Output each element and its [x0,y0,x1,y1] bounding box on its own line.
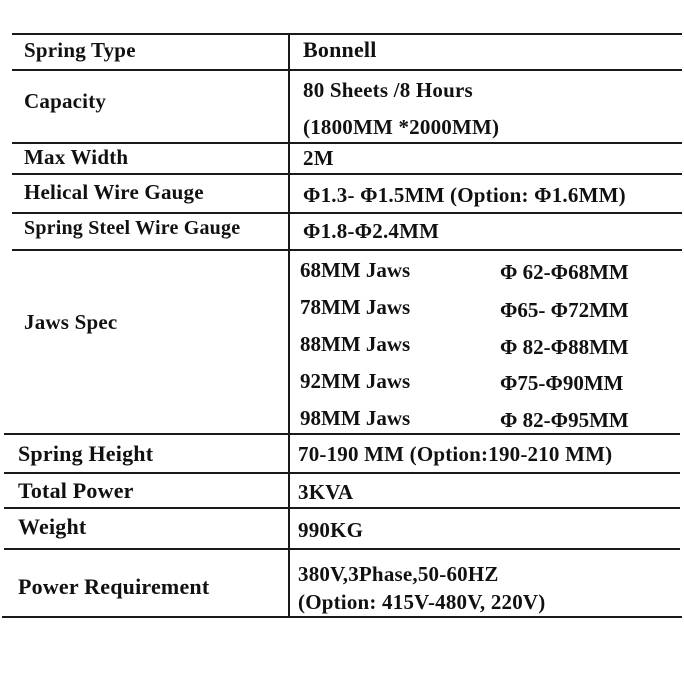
row-divider [4,548,680,550]
max-width-label: Max Width [24,145,129,169]
jaw-size: 88MM Jaws [300,332,411,356]
spring-height-label: Spring Height [18,441,154,466]
table-bottom-border [2,616,682,618]
jaw-range: Φ 82-Φ88MM [500,335,629,359]
column-divider [288,33,290,618]
jaw-size: 92MM Jaws [300,369,411,393]
jaws-spec-label: Jaws Spec [24,310,118,334]
table-top-border [12,33,682,35]
spring-height-value: 70-190 MM (Option:190-210 MM) [298,442,613,466]
jaw-range: Φ 82-Φ95MM [500,408,629,432]
total-power-label: Total Power [18,478,134,503]
row-divider [4,472,680,474]
jaw-range: Φ75-Φ90MM [500,371,624,395]
helical-wire-gauge-value: Φ1.3- Φ1.5MM (Option: Φ1.6MM) [303,183,626,207]
row-divider [4,433,680,435]
spring-steel-wire-gauge-value: Φ1.8-Φ2.4MM [303,219,440,243]
capacity-value-line2: (1800MM *2000MM) [303,115,500,139]
jaw-range: Φ65- Φ72MM [500,298,629,322]
spring-type-label: Spring Type [24,38,136,62]
row-divider [4,507,680,509]
weight-label: Weight [18,514,87,539]
row-divider [12,69,682,71]
row-divider [12,212,682,214]
jaw-size: 78MM Jaws [300,295,411,319]
capacity-label: Capacity [24,89,107,113]
power-requirement-value-line2: (Option: 415V-480V, 220V) [298,590,546,614]
row-divider [12,249,682,251]
row-divider [12,173,682,175]
max-width-value: 2M [303,146,334,170]
spring-type-value: Bonnell [303,37,377,62]
power-requirement-value-line1: 380V,3Phase,50-60HZ [298,562,499,586]
jaw-range: Φ 62-Φ68MM [500,260,629,284]
power-requirement-label: Power Requirement [18,574,210,599]
jaw-size: 68MM Jaws [300,258,411,282]
row-divider [12,142,682,144]
total-power-value: 3KVA [298,480,354,504]
jaw-size: 98MM Jaws [300,406,411,430]
spring-steel-wire-gauge-label: Spring Steel Wire Gauge [24,217,241,239]
weight-value: 990KG [298,518,364,542]
helical-wire-gauge-label: Helical Wire Gauge [24,180,204,204]
capacity-value-line1: 80 Sheets /8 Hours [303,78,473,102]
